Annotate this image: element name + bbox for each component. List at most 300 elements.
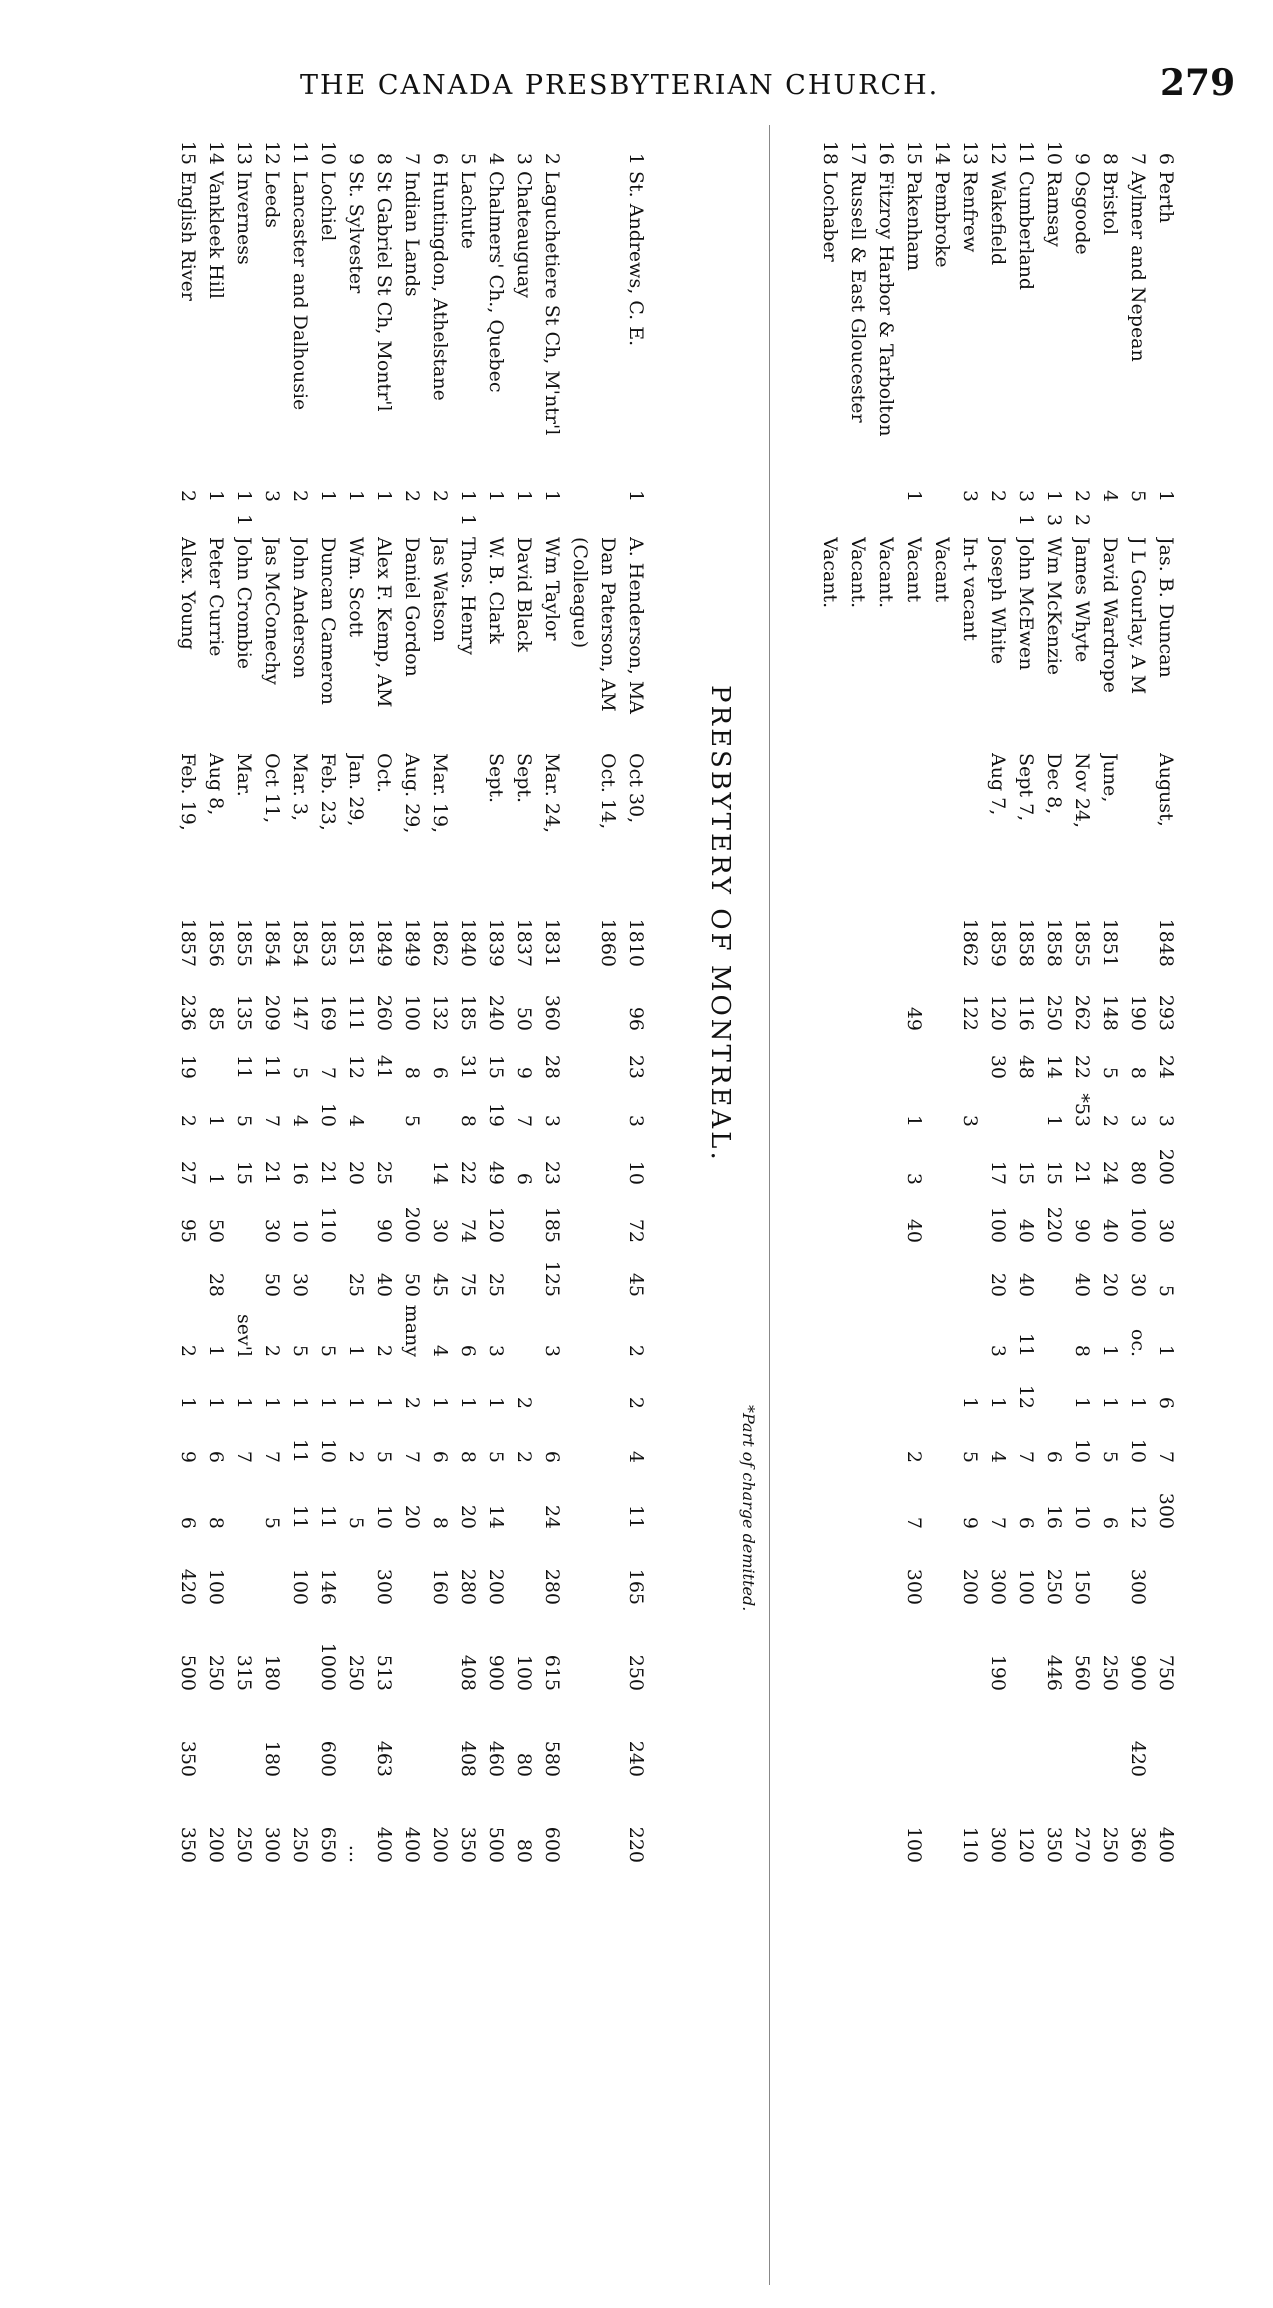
stat-cell: 6 bbox=[457, 1344, 479, 1357]
stations-count: 2 bbox=[177, 489, 199, 503]
stations-extra: 3 bbox=[1043, 513, 1065, 527]
stat-cell: 240 bbox=[485, 994, 507, 1031]
stat-cell bbox=[928, 1783, 956, 1863]
induction-date: Aug 7, bbox=[987, 753, 1009, 816]
minister-name: Wm McKenzie bbox=[1043, 537, 1065, 676]
row-number: 10 bbox=[1043, 140, 1065, 165]
induction-date: Mar. bbox=[233, 753, 255, 797]
stat-cell bbox=[844, 1361, 872, 1409]
minister-name: Vacant. bbox=[819, 537, 841, 609]
congregation-name: Lochaber bbox=[819, 171, 841, 262]
table-row bbox=[956, 125, 984, 2285]
row-number: 13 bbox=[233, 140, 255, 165]
stat-cell: 40 bbox=[1071, 1272, 1093, 1297]
stat-cell: 30 bbox=[1155, 1218, 1177, 1243]
stat-cell: 500 bbox=[177, 1654, 199, 1691]
stat-cell bbox=[594, 1469, 622, 1529]
stat-cell bbox=[566, 1611, 594, 1691]
minister-name: Jas McConechy bbox=[261, 537, 283, 685]
stat-cell: 6 bbox=[1155, 1396, 1177, 1409]
stat-cell: 900 bbox=[1127, 1654, 1149, 1691]
minister-name: Duncan Cameron bbox=[317, 537, 339, 705]
stat-cell bbox=[594, 1129, 622, 1185]
stat-cell bbox=[816, 1129, 844, 1185]
induction-date: Oct. bbox=[373, 753, 395, 793]
stat-cell: 5 bbox=[261, 1516, 283, 1529]
stat-cell bbox=[286, 1611, 314, 1691]
stat-cell: 1 bbox=[1099, 1396, 1121, 1409]
stat-cell: 1 bbox=[205, 1396, 227, 1409]
stat-cell: 420 bbox=[177, 1568, 199, 1605]
stat-cell bbox=[928, 1033, 956, 1079]
stat-cell: 11 bbox=[261, 1054, 283, 1079]
stations-extra bbox=[482, 509, 510, 531]
presbytery-title: PRESBYTERY OF MONTREAL. bbox=[705, 685, 735, 1163]
row-number: 17 bbox=[847, 140, 869, 165]
stat-cell: 120 bbox=[1015, 1826, 1037, 1863]
stat-cell: 2 bbox=[401, 1396, 423, 1409]
stat-cell bbox=[594, 1361, 622, 1409]
table-row bbox=[258, 125, 286, 2285]
stat-cell: 7 bbox=[987, 1516, 1009, 1529]
stat-cell bbox=[426, 1081, 454, 1127]
induction-date: June, bbox=[1099, 753, 1121, 803]
stat-cell: 1000 bbox=[317, 1642, 339, 1691]
stat-cell bbox=[928, 1187, 956, 1243]
stat-cell bbox=[1068, 1697, 1096, 1777]
induction-date bbox=[816, 753, 844, 903]
stat-cell: 41 bbox=[373, 1054, 395, 1079]
stat-cell: 22 bbox=[1071, 1054, 1093, 1079]
stat-cell bbox=[872, 1783, 900, 1863]
table-row bbox=[510, 125, 538, 2285]
stat-cell: 7 bbox=[1155, 1450, 1177, 1463]
stat-cell: 6 bbox=[513, 1172, 535, 1185]
stat-cell: 236 bbox=[177, 994, 199, 1031]
induction-year: 1854 bbox=[289, 918, 311, 967]
stat-cell: 580 bbox=[541, 1740, 563, 1777]
stat-cell: 3 bbox=[541, 1114, 563, 1127]
stat-cell: 220 bbox=[1043, 1206, 1065, 1243]
stat-cell: 3 bbox=[485, 1344, 507, 1357]
induction-year: 1855 bbox=[233, 918, 255, 967]
stations-extra bbox=[314, 509, 342, 531]
stat-cell: 360 bbox=[541, 994, 563, 1031]
stat-cell bbox=[816, 1415, 844, 1463]
induction-year: 1831 bbox=[541, 918, 563, 967]
stations-count: 2 bbox=[289, 489, 311, 503]
induction-year: 1837 bbox=[513, 918, 535, 967]
stat-cell bbox=[342, 1187, 370, 1243]
stat-cell bbox=[566, 1535, 594, 1605]
stat-cell: 16 bbox=[1043, 1504, 1065, 1529]
stat-cell: 9 bbox=[959, 1516, 981, 1529]
stat-cell: 600 bbox=[541, 1826, 563, 1863]
stat-cell bbox=[510, 1245, 538, 1297]
stat-cell: 2 bbox=[903, 1450, 925, 1463]
stat-cell: 300 bbox=[903, 1568, 925, 1605]
stat-cell: 1 bbox=[429, 1396, 451, 1409]
table-row bbox=[482, 125, 510, 2285]
induction-date bbox=[844, 753, 872, 903]
stat-cell: 8 bbox=[1127, 1066, 1149, 1079]
stations-count: 2 bbox=[429, 489, 451, 503]
stat-cell: 28 bbox=[205, 1272, 227, 1297]
minister-name: Vacant bbox=[931, 537, 953, 603]
stat-cell: sev'l bbox=[233, 1313, 255, 1357]
stat-cell: 200 bbox=[959, 1568, 981, 1605]
stat-cell bbox=[816, 1245, 844, 1297]
congregation-name: Renfrew bbox=[959, 171, 981, 253]
induction-year: 1851 bbox=[345, 918, 367, 967]
stations-count: 1 bbox=[541, 489, 563, 503]
stat-cell: 40 bbox=[1099, 1218, 1121, 1243]
stat-cell: 11 bbox=[1015, 1332, 1037, 1357]
induction-date: Mar. 3, bbox=[289, 753, 311, 821]
stat-cell: 160 bbox=[429, 1568, 451, 1605]
stations-extra bbox=[1152, 509, 1180, 531]
stat-cell: 3 bbox=[903, 1172, 925, 1185]
stat-cell: 21 bbox=[261, 1160, 283, 1185]
row-number: 14 bbox=[931, 140, 953, 165]
stat-cell: 100 bbox=[513, 1654, 535, 1691]
stat-cell: 6 bbox=[429, 1450, 451, 1463]
stat-cell: 4 bbox=[987, 1450, 1009, 1463]
stat-cell: 262 bbox=[1071, 994, 1093, 1031]
stat-cell bbox=[174, 1245, 202, 1297]
stat-cell: 17 bbox=[987, 1160, 1009, 1185]
stat-cell: 14 bbox=[429, 1160, 451, 1185]
stat-cell bbox=[844, 1245, 872, 1297]
stat-cell: 15 bbox=[1015, 1160, 1037, 1185]
stat-cell bbox=[844, 1187, 872, 1243]
minister-name: J L Gourlay, A M bbox=[1127, 537, 1149, 695]
induction-date: Nov 24, bbox=[1071, 753, 1093, 829]
stat-cell bbox=[872, 975, 900, 1031]
row-number: 15 bbox=[177, 140, 199, 165]
stat-cell bbox=[1152, 1535, 1180, 1605]
stations-extra bbox=[426, 509, 454, 531]
stat-cell: 300 bbox=[987, 1826, 1009, 1863]
congregation-name: St. Sylvester bbox=[345, 171, 367, 294]
stat-cell: 27 bbox=[177, 1160, 199, 1185]
stat-cell bbox=[1096, 1535, 1124, 1605]
stat-cell: 400 bbox=[373, 1826, 395, 1863]
stat-cell bbox=[956, 1611, 984, 1691]
minister-name: (Colleague) bbox=[569, 537, 591, 649]
minister-name: Dan Paterson, AM bbox=[597, 537, 619, 712]
induction-date: Aug. 29, bbox=[401, 753, 423, 834]
induction-date: Feb. 19, bbox=[177, 753, 199, 831]
stations-extra bbox=[1124, 509, 1152, 531]
stat-cell: 209 bbox=[261, 994, 283, 1031]
stat-cell bbox=[928, 1081, 956, 1127]
stations-count: 3 bbox=[261, 489, 283, 503]
congregation-name: Cumberland bbox=[1015, 171, 1037, 291]
induction-year bbox=[1124, 905, 1152, 967]
stat-cell: 10 bbox=[625, 1160, 647, 1185]
stat-cell: 23 bbox=[625, 1054, 647, 1079]
congregation-name: Perth bbox=[1155, 171, 1177, 224]
table-row bbox=[454, 125, 482, 2285]
table-row bbox=[202, 125, 230, 2285]
stations-count: 1 bbox=[233, 489, 255, 503]
stat-cell: 110 bbox=[317, 1206, 339, 1243]
table-row bbox=[1012, 125, 1040, 2285]
stat-cell: 6 bbox=[541, 1450, 563, 1463]
minister-name: Vacant. bbox=[847, 537, 869, 609]
stat-cell bbox=[566, 1187, 594, 1243]
stat-cell: 750 bbox=[1155, 1654, 1177, 1691]
stat-cell bbox=[398, 1611, 426, 1691]
stat-cell bbox=[398, 1697, 426, 1777]
stat-cell: 1 bbox=[903, 1114, 925, 1127]
stat-cell: 31 bbox=[457, 1054, 479, 1079]
stat-cell bbox=[566, 1361, 594, 1409]
congregation-name: Chateauguay bbox=[513, 171, 535, 299]
congregation-name: Wakefield bbox=[987, 171, 1009, 266]
stat-cell: 20 bbox=[457, 1504, 479, 1529]
row-number: 12 bbox=[987, 140, 1009, 165]
induction-year: 1854 bbox=[261, 918, 283, 967]
table-row bbox=[538, 125, 566, 2285]
table-row bbox=[984, 125, 1012, 2285]
induction-year: 1859 bbox=[987, 918, 1009, 967]
induction-date: Oct 11, bbox=[261, 753, 283, 824]
stat-cell: 408 bbox=[457, 1740, 479, 1777]
stat-cell bbox=[1040, 1361, 1068, 1409]
stations-extra bbox=[872, 509, 900, 531]
stat-cell bbox=[594, 1187, 622, 1243]
induction-year bbox=[872, 905, 900, 967]
stat-cell: 15 bbox=[485, 1054, 507, 1079]
minister-name: W. B. Clark bbox=[485, 537, 507, 644]
stat-cell bbox=[844, 1033, 872, 1079]
stations-extra bbox=[370, 509, 398, 531]
stat-cell: 8 bbox=[457, 1114, 479, 1127]
stat-cell bbox=[844, 1129, 872, 1185]
stat-cell: 24 bbox=[541, 1504, 563, 1529]
stat-cell: 1 bbox=[317, 1396, 339, 1409]
stat-cell: 350 bbox=[457, 1826, 479, 1863]
stat-cell: 360 bbox=[1127, 1826, 1149, 1863]
induction-date: Oct 30, bbox=[625, 753, 647, 824]
stat-cell: 293 bbox=[1155, 994, 1177, 1031]
induction-date: Mar. 19, bbox=[429, 753, 451, 834]
stations-count: 1 bbox=[373, 489, 395, 503]
congregation-name: Osgoode bbox=[1071, 171, 1093, 255]
congregation-name: Ramsay bbox=[1043, 171, 1065, 247]
stat-cell: 23 bbox=[541, 1160, 563, 1185]
stat-cell: 1 bbox=[1099, 1344, 1121, 1357]
stat-cell: 3 bbox=[959, 1114, 981, 1127]
minister-name: Jas. B. Duncan bbox=[1155, 537, 1177, 678]
stat-cell bbox=[928, 1129, 956, 1185]
row-number: 8 bbox=[1099, 152, 1121, 165]
congregation-name: Indian Lands bbox=[401, 171, 423, 297]
stat-cell bbox=[230, 1697, 258, 1777]
stat-cell: 500 bbox=[485, 1826, 507, 1863]
stat-cell bbox=[594, 1697, 622, 1777]
row-number bbox=[566, 125, 594, 165]
table-row bbox=[398, 125, 426, 2285]
stations-count: 3 bbox=[1015, 489, 1037, 503]
stat-cell: 40 bbox=[1015, 1218, 1037, 1243]
induction-year: 1857 bbox=[177, 918, 199, 967]
stat-cell: 300 bbox=[1127, 1568, 1149, 1605]
stat-cell bbox=[398, 1129, 426, 1185]
stat-cell bbox=[566, 1033, 594, 1079]
congregation-name: Lancaster and Dalhousie bbox=[289, 171, 311, 411]
stat-cell bbox=[872, 1697, 900, 1777]
stat-cell: 9 bbox=[177, 1450, 199, 1463]
stat-cell: 7 bbox=[261, 1114, 283, 1127]
stat-cell bbox=[426, 1697, 454, 1777]
minister-name: David Black bbox=[513, 537, 535, 653]
stat-cell: 5 bbox=[373, 1450, 395, 1463]
stat-cell: 250 bbox=[1043, 994, 1065, 1031]
stat-cell: 80 bbox=[513, 1752, 535, 1777]
stat-cell: 100 bbox=[903, 1826, 925, 1863]
stat-cell: 120 bbox=[987, 994, 1009, 1031]
stat-cell: 200 bbox=[485, 1568, 507, 1605]
stat-cell: 280 bbox=[541, 1568, 563, 1605]
stat-cell: 4 bbox=[345, 1114, 367, 1127]
stat-cell: 900 bbox=[485, 1654, 507, 1691]
stat-cell bbox=[566, 975, 594, 1031]
stat-cell bbox=[816, 1081, 844, 1127]
stat-cell: 6 bbox=[429, 1066, 451, 1079]
table-row bbox=[566, 125, 594, 2285]
stat-cell: 3 bbox=[625, 1114, 647, 1127]
row-number: 5 bbox=[457, 152, 479, 165]
minister-name: Jas Watson bbox=[429, 537, 451, 643]
stat-cell: 7 bbox=[401, 1450, 423, 1463]
stat-cell bbox=[956, 1033, 984, 1079]
stat-cell bbox=[900, 1033, 928, 1079]
stat-cell bbox=[816, 1301, 844, 1357]
stat-cell: 22 bbox=[457, 1160, 479, 1185]
minister-name: Vacant. bbox=[875, 537, 897, 609]
stat-cell: 19 bbox=[177, 1054, 199, 1079]
stat-cell: 7 bbox=[233, 1450, 255, 1463]
row-number: 7 bbox=[1127, 152, 1149, 165]
stat-cell bbox=[566, 1697, 594, 1777]
stat-cell: 40 bbox=[373, 1272, 395, 1297]
stations-extra bbox=[258, 509, 286, 531]
stat-cell bbox=[984, 1697, 1012, 1777]
stations-count: 1 bbox=[345, 489, 367, 503]
stat-cell: 1 bbox=[205, 1172, 227, 1185]
stat-cell: 20 bbox=[401, 1504, 423, 1529]
stat-cell bbox=[872, 1415, 900, 1463]
table-row bbox=[286, 125, 314, 2285]
stat-cell bbox=[398, 1535, 426, 1605]
stat-cell: 600 bbox=[317, 1740, 339, 1777]
stat-cell bbox=[1012, 1611, 1040, 1691]
stat-cell: 11 bbox=[233, 1054, 255, 1079]
stat-cell: 50 bbox=[401, 1272, 423, 1297]
stat-cell bbox=[956, 1129, 984, 1185]
stat-cell bbox=[566, 1469, 594, 1529]
stat-cell: ... bbox=[345, 1844, 367, 1863]
stat-cell: 100 bbox=[289, 1568, 311, 1605]
stat-cell bbox=[510, 1301, 538, 1357]
stat-cell: 28 bbox=[541, 1054, 563, 1079]
stat-cell bbox=[928, 1535, 956, 1605]
stat-cell: 116 bbox=[1015, 994, 1037, 1031]
stat-cell: 150 bbox=[1071, 1568, 1093, 1605]
stations-count: 1 bbox=[485, 489, 507, 503]
induction-year: 1849 bbox=[373, 918, 395, 967]
stat-cell: 350 bbox=[177, 1740, 199, 1777]
stations-count bbox=[928, 485, 956, 507]
stat-cell bbox=[342, 1535, 370, 1605]
induction-year: 1810 bbox=[625, 918, 647, 967]
stat-cell: 10 bbox=[1127, 1438, 1149, 1463]
stat-cell bbox=[566, 1081, 594, 1127]
stat-cell: 12 bbox=[1127, 1504, 1149, 1529]
stat-cell: 463 bbox=[373, 1740, 395, 1777]
stat-cell bbox=[872, 1187, 900, 1243]
stat-cell: *53 bbox=[1071, 1093, 1093, 1127]
stations-count: 1 bbox=[1043, 489, 1065, 503]
induction-year bbox=[844, 905, 872, 967]
stat-cell: 513 bbox=[373, 1654, 395, 1691]
induction-date bbox=[872, 753, 900, 903]
table-row bbox=[928, 125, 956, 2285]
stations-extra bbox=[398, 509, 426, 531]
stat-cell bbox=[314, 1245, 342, 1297]
congregation-name: Inverness bbox=[233, 171, 255, 265]
stat-cell: 8 bbox=[1071, 1344, 1093, 1357]
stat-cell: 21 bbox=[1071, 1160, 1093, 1185]
stations-extra bbox=[174, 509, 202, 531]
stat-cell: 250 bbox=[345, 1654, 367, 1691]
stat-cell: 15 bbox=[233, 1160, 255, 1185]
induction-date: Sept. bbox=[513, 753, 535, 804]
row-number: 6 bbox=[1155, 152, 1177, 165]
stat-cell bbox=[844, 1301, 872, 1357]
stat-cell: 125 bbox=[541, 1260, 563, 1297]
minister-name: In-t vacant bbox=[959, 537, 981, 641]
stat-cell bbox=[594, 1783, 622, 1863]
congregation-name: Lochiel bbox=[317, 171, 339, 242]
induction-year bbox=[816, 905, 844, 967]
stat-cell: 10 bbox=[317, 1438, 339, 1463]
stat-cell: 300 bbox=[987, 1568, 1009, 1605]
stat-cell: 1 bbox=[205, 1344, 227, 1357]
stat-cell bbox=[900, 1611, 928, 1691]
stations-extra bbox=[956, 509, 984, 531]
stat-cell: 400 bbox=[401, 1826, 423, 1863]
stat-cell bbox=[566, 1783, 594, 1863]
induction-year: 1860 bbox=[597, 918, 619, 967]
stat-cell: 6 bbox=[1043, 1450, 1065, 1463]
minister-name: Joseph White bbox=[987, 537, 1009, 665]
row-number: 15 bbox=[903, 140, 925, 165]
stat-cell: 20 bbox=[1099, 1272, 1121, 1297]
stat-cell: 2 bbox=[345, 1450, 367, 1463]
table-row bbox=[622, 125, 650, 2285]
stat-cell: 350 bbox=[177, 1826, 199, 1863]
stations-extra bbox=[928, 509, 956, 531]
stat-cell: 200 bbox=[1155, 1148, 1177, 1185]
stat-cell bbox=[928, 975, 956, 1031]
stat-cell: 100 bbox=[205, 1568, 227, 1605]
induction-year bbox=[566, 905, 594, 967]
stat-cell: 85 bbox=[205, 1006, 227, 1031]
